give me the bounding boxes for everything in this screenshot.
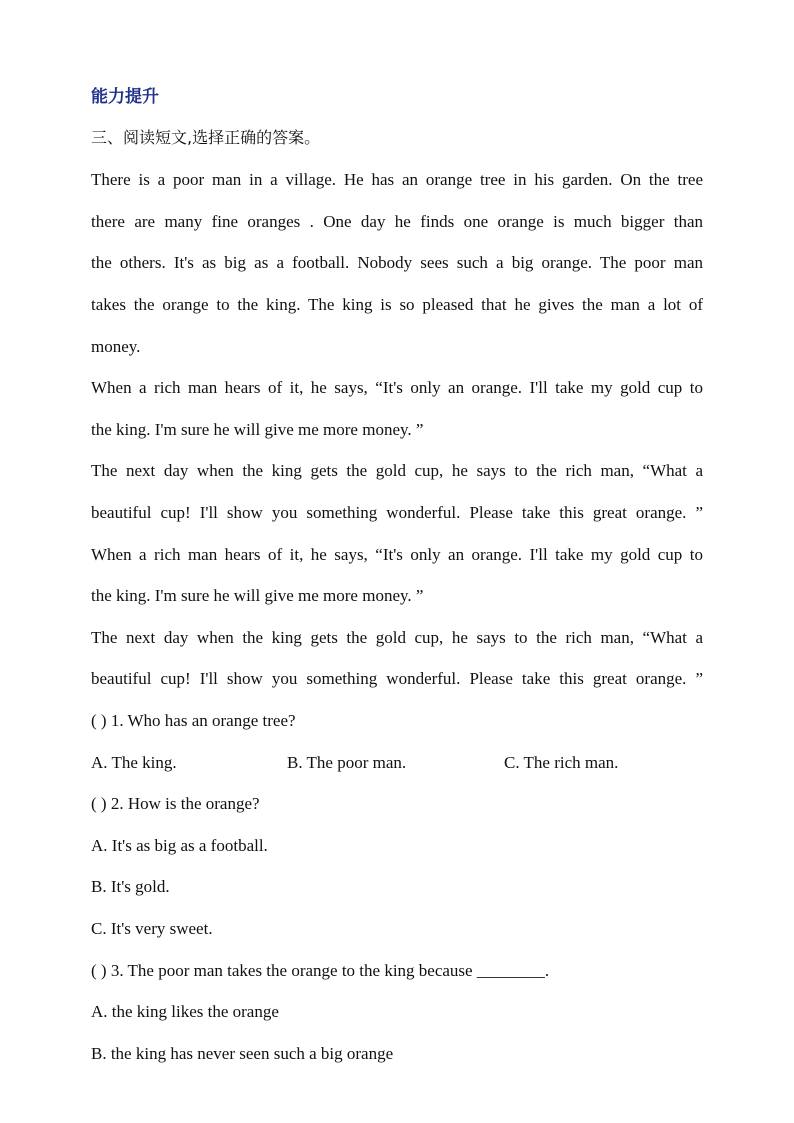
section-heading: 能力提升 [91,87,159,107]
passage-line: the king. I'm sure he will give me more money. ” [91,420,424,439]
passage-line: The next day when the king gets the gold cup, he says to the rich man, “What a [91,628,703,647]
passage-line: beautiful cup! I'll show you something wonderful. Please take this great orange. ” [91,503,703,522]
instruction-text: 三、阅读短文,选择正确的答案。 [91,128,321,147]
passage-line: The next day when the king gets the gold cup, he says to the rich man, “What a [91,461,703,480]
passage-line: beautiful cup! I'll show you something wonderful. Please take this great orange. ” [91,669,703,688]
question-text: ( ) 2. How is the orange? [91,794,260,813]
passage-line: the others. It's as big as a football. Nobody sees such a big orange. The poor man [91,253,703,272]
passage-line: the king. I'm sure he will give me more money. ” [91,586,424,605]
passage-line: There is a poor man in a village. He has an orange tree in his garden. On the tree [91,170,703,189]
option-b: B. the king has never seen such a big orange [91,1044,394,1063]
option-a: A. It's as big as a football. [91,836,268,855]
question-text: ( ) 1. Who has an orange tree? [91,711,296,730]
option-a: A. The king. [91,753,177,772]
option-b: B. The poor man. [287,753,407,772]
passage-line: there are many fine oranges . One day he finds one orange is much bigger than [91,212,703,231]
option-a: A. the king likes the orange [91,1002,279,1021]
option-c: C. It's very sweet. [91,919,213,938]
passage-line: When a rich man hears of it, he says, “It's only an orange. I'll take my gold cup to [91,378,703,397]
option-b: B. It's gold. [91,877,170,896]
question-text: ( ) 3. The poor man takes the orange to the king because ________. [91,961,550,980]
passage-line: money. [91,337,141,356]
passage-line: When a rich man hears of it, he says, “It's only an orange. I'll take my gold cup to [91,545,703,564]
passage-line: takes the orange to the king. The king is so pleased that he gives the man a lot of [91,295,703,314]
option-c: C. The rich man. [504,753,619,772]
